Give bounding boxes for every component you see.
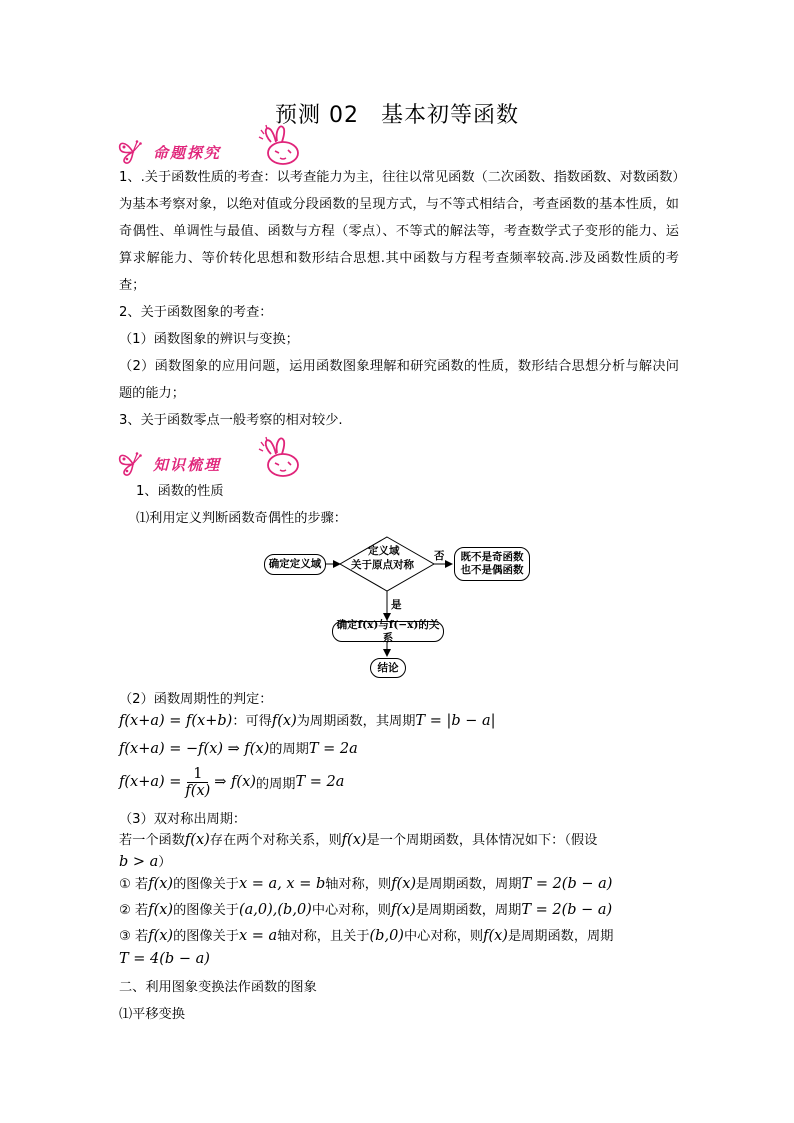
paragraph-5: 3、关于函数零点一般考察的相对较少. xyxy=(119,413,343,428)
symmetry-intro: 若一个函数f(x)存在两个对称关系，则f(x)是一个周期函数，具体情况如下：（假设 xyxy=(119,832,598,848)
decision-label-1: 定义域 xyxy=(368,545,400,557)
paragraph-1: 1、.关于函数性质的考查：以考查能力为主，往往以常见函数（二次函数、指数函数、对数函数）为基本考察对象，以绝对值或分段函数的呈现方式，与不等式相结合，考查函数的基本性质，如奇偶性、单调性与最值、函数与方程（零点）、不等式的解法等，考查数学式子变形的能力、运算求解能力、等价转化思想和数形结合思想.其中函数与方程考查频率较高.涉及函数性质的考查； xyxy=(119,170,679,293)
fraction: $\frac{1}{f(x)}$ xyxy=(185,765,211,799)
flow-neither-box xyxy=(454,547,530,581)
item-parity-steps: ⑴利用定义判断函数奇偶性的步骤： xyxy=(136,511,347,526)
symmetry-heading: （3）双对称出周期： xyxy=(119,812,247,827)
section-heading-text: 知识梳理 xyxy=(153,456,222,474)
periodic-heading: （2）函数周期性的判定： xyxy=(119,692,273,707)
formula-3: f(x+a) = $\frac{1}{f(x)}$ ⇒ f(x) 的周期 T = 2a xyxy=(119,765,345,799)
flow-compare-box: 确定f(x)与f(−x)的关系 xyxy=(332,621,444,642)
paragraph-4: （2）函数图象的应用问题，运用函数图象理解和研究函数的性质，数形结合思想分析与解决问题的能力； xyxy=(119,359,679,401)
part2-heading: 二、利用图象变换法作函数的图象 xyxy=(119,980,317,995)
symmetry-intro-cont: b > a） xyxy=(119,854,172,870)
section-heading-text: 命题探究 xyxy=(153,144,222,162)
item-function-properties: 1、函数的性质 xyxy=(136,484,224,499)
paragraph-2: 2、关于函数图象的考查： xyxy=(119,305,273,320)
case-1: ① 若f(x)的图像关于x = a, x = b轴对称，则f(x)是周期函数，周期T = 2(b − a) xyxy=(119,876,613,892)
formula-2: f(x+a) = −f(x) ⇒ f(x)的周期T = 2a xyxy=(119,741,358,757)
yes-label: 是 xyxy=(391,599,402,611)
neither-line-1: 既不是奇函数 xyxy=(460,551,524,563)
flow-end-box: 结论 xyxy=(370,658,406,678)
title-number: 预测 02 xyxy=(274,103,359,128)
title-text: 基本初等函数 xyxy=(380,103,519,128)
case-3-period: T = 4(b − a) xyxy=(119,951,210,967)
decision-label-2: 关于原点对称 xyxy=(351,559,414,571)
translation-transform: ⑴平移变换 xyxy=(119,1007,185,1022)
neither-line-2: 也不是偶函数 xyxy=(460,564,524,576)
case-2: ② 若f(x)的图像关于(a,0),(b,0)中心对称，则f(x)是周期函数，周期T = 2(b − a) xyxy=(119,902,613,918)
no-label: 否 xyxy=(434,550,445,562)
flow-start-box: 确定定义域 xyxy=(264,554,326,575)
case-3: ③ 若f(x)的图像关于x = a轴对称，且关于(b,0)中心对称，则f(x)是周期函数，周期 xyxy=(119,928,614,944)
formula-1: f(x+a) = f(x+b)：可得f(x)为周期函数，其周期T = |b − a| xyxy=(119,713,496,729)
paragraph-3: （1）函数图象的辨识与变换； xyxy=(119,332,299,347)
